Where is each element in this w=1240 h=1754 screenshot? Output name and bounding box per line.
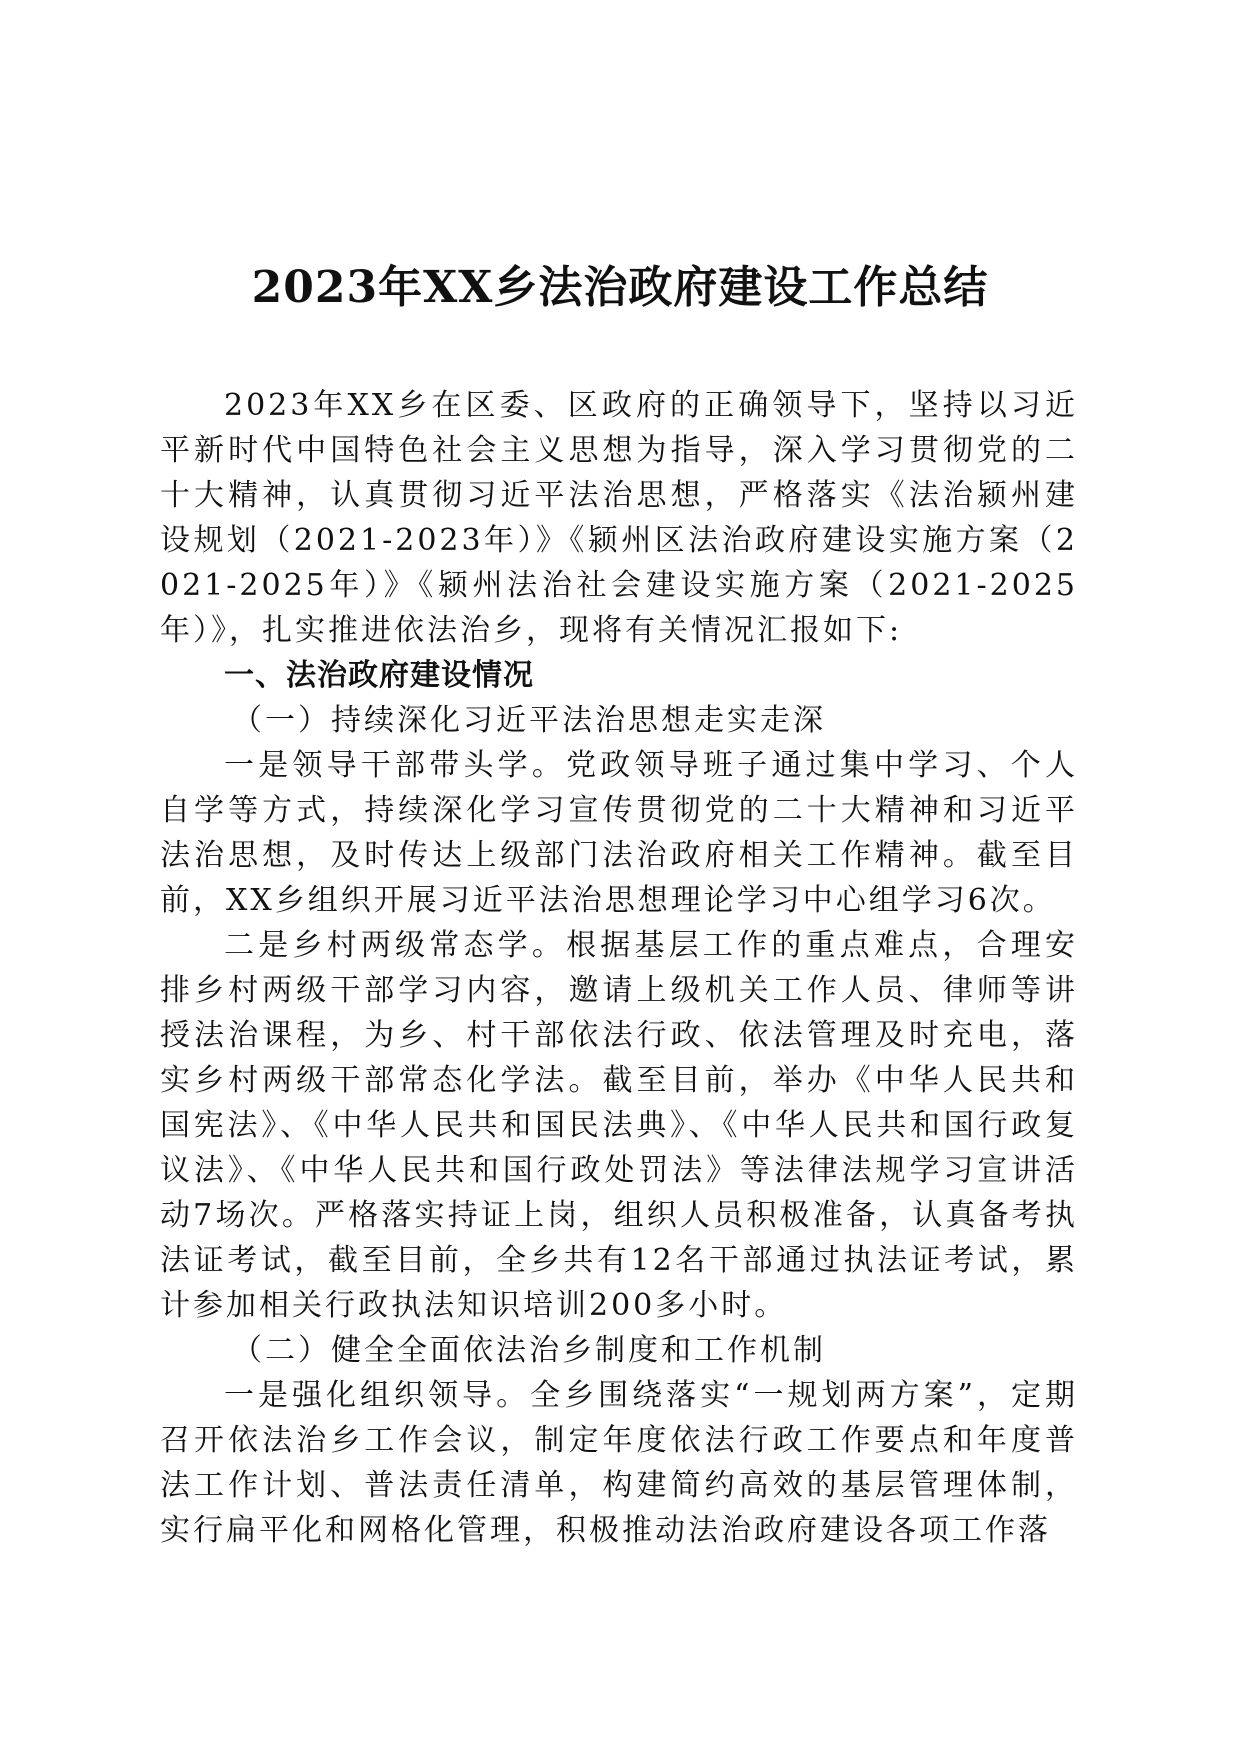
section-heading-1: 一、法治政府建设情况	[224, 658, 534, 693]
body-paragraph-leadership: 一是强化组织领导。全乡围绕落实“一规划两方案”，定期召开依法治乡工作会议，制定年度依法行政工作要点和年度普法工作计划、普法责任清单，构建简约高效的基层管理体制，实行扁平化和网格化管理，积极推动法治政府建设各项工作落	[160, 1378, 1078, 1548]
intro-paragraph: 2023年XX乡在区委、区政府的正确领导下，坚持以习近平新时代中国特色社会主义思想为指导，深入学习贯彻党的二十大精神，认真贯彻习近平法治思想，严格落实《法治颍州建设规划（2021-2023年）》《颍州区法治政府建设实施方案（2021-2025年）》《颍州法治社会建设实施方案（2021-2025年）》，扎实推进依法治乡，现将有关情况汇报如下:	[160, 388, 1078, 648]
document-title: 2023年XX乡法治政府建设工作总结	[251, 262, 989, 313]
subsection-heading-1: （一）持续深化习近平法治思想走实走深	[232, 703, 826, 738]
document-body	[160, 383, 1078, 1553]
body-paragraph-leaders-study: 一是领导干部带头学。党政领导班子通过集中学习、个人自学等方式，持续深化学习宣传贯彻党的二十大精神和习近平法治思想，及时传达上级部门法治政府相关工作精神。截至目前，XX乡组织开展习近平法治思想理论学习中心组学习6次。	[160, 748, 1078, 918]
body-paragraph-regular-study: 二是乡村两级常态学。根据基层工作的重点难点，合理安排乡村两级干部学习内容，邀请上级机关工作人员、律师等讲授法治课程，为乡、村干部依法行政、依法管理及时充电，落实乡村两级干部常态化学法。截至目前，举办《中华人民共和国宪法》、《中华人民共和国民法典》、《中华人民共和国行政复议法》、《中华人民共和国行政处罚法》等法律法规学习宣讲活动7场次。严格落实持证上岗，组织人员积极准备，认真备考执法证考试，截至目前，全乡共有12名干部通过执法证考试，累计参加相关行政执法知识培训200多小时。	[160, 928, 1078, 1323]
subsection-heading-2: （二）健全全面依法治乡制度和工作机制	[232, 1333, 826, 1368]
